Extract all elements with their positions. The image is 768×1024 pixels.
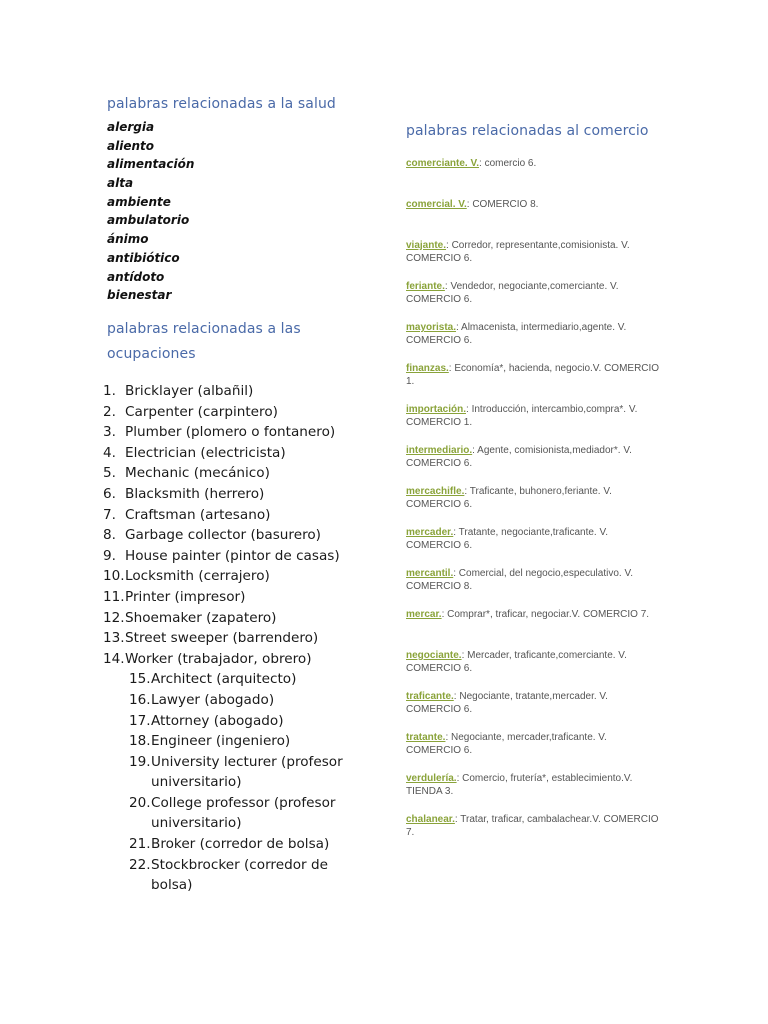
occupation-text: University lecturer (profesor universitario) (151, 753, 343, 791)
commerce-entry (406, 362, 664, 403)
commerce-entry (406, 444, 664, 485)
occupation-text: Blacksmith (herrero) (125, 485, 265, 502)
occupation-text: Electrician (electricista) (125, 444, 286, 461)
occupation-text: College professor (profesor universitario) (151, 794, 336, 832)
commerce-term-link[interactable]: mercantil. (406, 568, 454, 579)
occupation-item (103, 752, 353, 793)
occupation-number: 8. (103, 527, 116, 544)
occupation-text: Shoemaker (zapatero) (125, 609, 277, 626)
occupation-number: 1. (103, 383, 116, 399)
commerce-term-definition: : Comercial, del negocio,especulativo. V. COMERCIO 8. (406, 568, 633, 592)
occupation-number: 10. (103, 568, 125, 585)
occupation-number: 18. (129, 733, 151, 750)
occupation-text: Craftsman (artesano) (125, 506, 271, 523)
comercio-heading: palabras relacionadas al comercio (406, 123, 649, 139)
commerce-term-link[interactable]: verdulería. (406, 773, 457, 784)
ocupaciones-heading: palabras relacionadas a las ocupaciones (107, 321, 301, 362)
commerce-entry (406, 485, 664, 526)
commerce-term-link[interactable]: tratante. (406, 732, 446, 743)
occupation-item (103, 402, 353, 423)
commerce-entry (406, 280, 664, 321)
commerce-term-definition: : Vendedor, negociante,comerciante. V. COMERCIO 6. (406, 281, 619, 305)
occupation-item (103, 525, 353, 546)
occupation-item (103, 690, 353, 711)
commerce-term-link[interactable]: mayorista. (406, 322, 457, 333)
health-word-list (107, 118, 194, 305)
occupation-item (103, 381, 353, 402)
occupation-item (103, 422, 353, 443)
commerce-entry (406, 813, 664, 854)
commerce-term-link[interactable]: importación. (406, 404, 467, 415)
commerce-entry (406, 157, 664, 198)
commerce-entry (406, 198, 664, 239)
commerce-entry (406, 608, 664, 649)
commerce-term-definition: : Mercader, traficante,comerciante. V. COMERCIO 6. (406, 650, 627, 674)
occupation-number: 13. (103, 630, 125, 647)
health-word: ambiente (107, 194, 171, 209)
commerce-term-definition: : Comprar*, traficar, negociar.V. COMERCIO 7. (441, 609, 650, 620)
commerce-term-definition: : Agente, comisionista,mediador*. V. COMERCIO 6. (406, 445, 632, 469)
occupation-text: House painter (pintor de casas) (125, 547, 340, 564)
health-word: bienestar (107, 288, 172, 303)
occupation-item (103, 484, 353, 505)
occupation-number: 20. (129, 794, 151, 811)
occupation-item (103, 566, 353, 587)
commerce-entry (406, 690, 664, 731)
occupation-number: 11. (103, 588, 125, 605)
occupation-list (103, 381, 353, 896)
commerce-entry (406, 321, 664, 362)
occupation-number: 3. (103, 424, 116, 441)
health-word: ánimo (107, 232, 149, 247)
commerce-term-link[interactable]: viajante. (406, 240, 447, 251)
health-word: aliento (107, 138, 154, 153)
occupation-text: Worker (trabajador, obrero) (125, 650, 312, 667)
commerce-term-definition: : Negociante, mercader,traficante. V. COMERCIO 6. (406, 732, 607, 756)
commerce-term-definition: : Introducción, intercambio,compra*. V. COMERCIO 1. (406, 404, 638, 428)
commerce-term-definition: : Corredor, representante,comisionista. V. COMERCIO 6. (406, 240, 630, 264)
occupation-item (103, 793, 353, 834)
occupation-item (103, 608, 353, 629)
occupation-text: Bricklayer (albañil) (125, 383, 254, 399)
occupation-item (103, 649, 353, 670)
health-word: alta (107, 176, 134, 191)
commerce-term-definition: : Comercio, frutería*, establecimiento.V. TIENDA 3. (406, 773, 633, 797)
occupation-text: Carpenter (carpintero) (125, 403, 278, 420)
occupation-text: Garbage collector (basurero) (125, 527, 321, 544)
commerce-term-link[interactable]: traficante. (406, 691, 454, 702)
health-word: alimentación (107, 157, 195, 172)
commerce-term-link[interactable]: feriante. (406, 281, 445, 292)
occupation-item (103, 546, 353, 567)
commerce-term-definition: : COMERCIO 8. (466, 199, 539, 210)
commerce-term-definition: : Economía*, hacienda, negocio.V. COMERCIO 1. (406, 363, 660, 387)
commerce-term-link[interactable]: intermediario. (406, 445, 473, 456)
health-word: ambulatorio (107, 213, 190, 228)
occupation-number: 5. (103, 465, 116, 482)
occupation-text: Architect (arquitecto) (151, 671, 297, 688)
occupation-number: 16. (129, 691, 151, 708)
commerce-term-link[interactable]: chalanear. (406, 814, 455, 825)
occupation-number: 21. (129, 836, 151, 853)
health-word: antídoto (107, 269, 165, 284)
commerce-term-definition: : Tratante, negociante,traficante. V. COMERCIO 6. (406, 527, 608, 551)
occupation-number: 6. (103, 485, 116, 502)
health-word: alergia (107, 120, 155, 134)
occupation-text: Engineer (ingeniero) (151, 733, 291, 750)
commerce-entry (406, 731, 664, 772)
commerce-term-link[interactable]: comercial. V. (406, 199, 467, 210)
commerce-term-definition: : Tratar, traficar, cambalachear.V. COMERCIO 7. (406, 814, 659, 838)
commerce-term-link[interactable]: finanzas. (406, 363, 449, 374)
occupation-text: Printer (impresor) (125, 588, 246, 605)
occupation-text: Plumber (plomero o fontanero) (125, 424, 336, 441)
occupation-item (103, 505, 353, 526)
commerce-term-definition: : Traficante, buhonero,feriante. V. COMERCIO 6. (406, 486, 612, 510)
occupation-number: 15. (129, 671, 151, 688)
occupation-text: Street sweeper (barrendero) (125, 630, 319, 647)
salud-heading: palabras relacionadas a la salud (107, 96, 336, 112)
commerce-entry (406, 567, 664, 608)
occupation-item (103, 731, 353, 752)
commerce-term-definition: : Almacenista, intermediario,agente. V. COMERCIO 6. (406, 322, 627, 346)
health-word: antibiótico (107, 250, 180, 265)
occupation-number: 9. (103, 547, 116, 564)
occupation-number: 14. (103, 650, 125, 667)
occupation-text: Attorney (abogado) (151, 712, 284, 729)
commerce-term-list (406, 157, 664, 854)
occupation-text: Stockbrocker (corredor de bolsa) (151, 856, 328, 894)
occupation-item (103, 834, 353, 855)
occupation-text: Lawyer (abogado) (151, 691, 275, 708)
occupation-number: 7. (103, 506, 116, 523)
commerce-term-definition: : Negociante, tratante,mercader. V. COMERCIO 6. (406, 691, 608, 715)
commerce-term-link[interactable]: mercachifle. (406, 486, 465, 497)
occupation-text: Mechanic (mecánico) (125, 465, 270, 482)
commerce-entry (406, 649, 664, 690)
commerce-term-link[interactable]: mercader. (406, 527, 454, 538)
commerce-entry (406, 239, 664, 280)
occupation-item (103, 587, 353, 608)
commerce-term-definition: : comercio 6. (479, 158, 537, 169)
occupation-text: Broker (corredor de bolsa) (151, 836, 330, 853)
commerce-entry (406, 772, 664, 813)
commerce-term-link[interactable]: negociante. (406, 650, 462, 661)
occupation-item (103, 628, 353, 649)
occupation-item (103, 855, 353, 896)
commerce-term-link[interactable]: mercar. (406, 609, 442, 620)
occupation-number: 12. (103, 609, 125, 626)
commerce-entry (406, 403, 664, 444)
commerce-entry (406, 526, 664, 567)
occupation-item (103, 669, 353, 690)
occupation-number: 19. (129, 753, 151, 770)
occupation-item (103, 463, 353, 484)
commerce-term-link[interactable]: comerciante. V. (406, 158, 480, 169)
occupation-number: 4. (103, 444, 116, 461)
occupation-number: 17. (129, 712, 151, 729)
occupation-number: 2. (103, 403, 116, 420)
occupation-number: 22. (129, 856, 151, 873)
occupation-text: Locksmith (cerrajero) (125, 568, 270, 585)
occupation-item (103, 443, 353, 464)
occupation-item (103, 711, 353, 732)
